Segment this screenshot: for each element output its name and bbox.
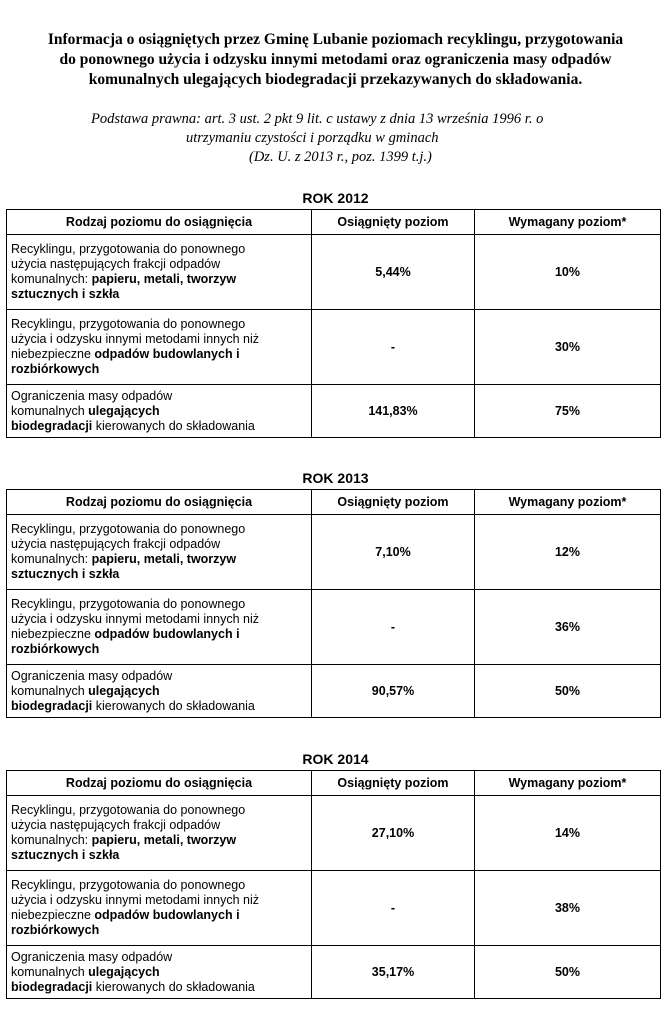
row-description-recycling: [7, 515, 312, 590]
desc-text: użycia i odzysku innymi metodami innych niż: [11, 612, 260, 626]
row-description-construction: [7, 590, 312, 665]
levels-table: [6, 770, 661, 999]
header-type: Rodzaj poziomu do osiągnięcia: [7, 490, 312, 515]
desc-text: komunalnych: [11, 403, 89, 418]
achieved-value: 141,83%: [312, 385, 475, 438]
desc-text: komunalnych: [11, 964, 89, 979]
header-achieved: Osiągnięty poziom: [312, 210, 475, 235]
desc-text: użycia i odzysku innymi metodami innych niż: [11, 332, 260, 346]
achieved-value: 7,10%: [312, 515, 475, 590]
desc-text-bold: ulegających: [88, 964, 160, 979]
header-achieved: Osiągnięty poziom: [312, 771, 475, 796]
legal-basis-line: Podstawa prawna: art. 3 ust. 2 pkt 9 lit. c ustawy z dnia 13 września 1996 r. o: [91, 111, 544, 127]
desc-text: Recyklingu, przygotowania do ponownego: [11, 878, 246, 892]
achieved-value: -: [312, 871, 475, 946]
desc-text-bold: biodegradacji: [11, 979, 93, 994]
document-title: [0, 30, 671, 90]
year-heading: ROK 2012: [302, 190, 369, 206]
desc-text: kierowanych do składowania: [92, 418, 255, 433]
header-required: Wymagany poziom*: [475, 210, 661, 235]
achieved-value: 27,10%: [312, 796, 475, 871]
desc-text: Ograniczenia masy odpadów: [11, 668, 173, 683]
table-row: [7, 796, 661, 871]
desc-text: Ograniczenia masy odpadów: [11, 949, 173, 964]
desc-text-bold: ulegających: [88, 403, 160, 418]
desc-text: użycia i odzysku innymi metodami innych niż: [11, 893, 260, 907]
desc-text: komunalnych:: [11, 552, 92, 566]
table-row: [7, 590, 661, 665]
levels-table: [6, 489, 661, 718]
desc-text-bold: sztucznych i szkła: [11, 567, 120, 581]
desc-text-bold: rozbiórkowych: [11, 923, 100, 937]
required-value: 36%: [475, 590, 661, 665]
desc-text: użycia następujących frakcji odpadów: [11, 537, 221, 551]
row-description-construction: [7, 310, 312, 385]
desc-text: Recyklingu, przygotowania do ponownego: [11, 803, 246, 817]
row-description-biodegradable: [7, 946, 312, 999]
desc-text-bold: sztucznych i szkła: [11, 848, 120, 862]
required-value: 10%: [475, 235, 661, 310]
desc-text: Recyklingu, przygotowania do ponownego: [11, 522, 246, 536]
required-value: 50%: [475, 946, 661, 999]
desc-text: niebezpieczne: [11, 627, 95, 641]
table-row: [7, 235, 661, 310]
desc-text-bold: sztucznych i szkła: [11, 287, 120, 301]
row-description-biodegradable: [7, 665, 312, 718]
desc-text-bold: biodegradacji: [11, 418, 93, 433]
table-row: [7, 385, 661, 438]
achieved-value: 5,44%: [312, 235, 475, 310]
desc-text-bold: papieru, metali, tworzyw: [91, 833, 237, 847]
year-heading: ROK 2013: [302, 470, 369, 486]
achieved-value: -: [312, 590, 475, 665]
year-heading: ROK 2014: [302, 751, 369, 767]
required-value: 38%: [475, 871, 661, 946]
table-row: [7, 946, 661, 999]
table-header-row: [7, 210, 661, 235]
desc-text: niebezpieczne: [11, 908, 95, 922]
required-value: 14%: [475, 796, 661, 871]
row-description-recycling: [7, 796, 312, 871]
desc-text: Recyklingu, przygotowania do ponownego: [11, 597, 246, 611]
desc-text-bold: ulegających: [88, 683, 160, 698]
desc-text: Ograniczenia masy odpadów: [11, 388, 173, 403]
table-row: [7, 310, 661, 385]
achieved-value: 90,57%: [312, 665, 475, 718]
title-line: komunalnych ulegających biodegradacji przekazywanych do składowania.: [88, 71, 583, 88]
achieved-value: 35,17%: [312, 946, 475, 999]
desc-text-bold: papieru, metali, tworzyw: [91, 552, 237, 566]
desc-text-bold: odpadów budowlanych i: [94, 347, 240, 361]
header-type: Rodzaj poziomu do osiągnięcia: [7, 771, 312, 796]
header-achieved: Osiągnięty poziom: [312, 490, 475, 515]
levels-table: [6, 209, 661, 438]
desc-text: użycia następujących frakcji odpadów: [11, 257, 221, 271]
header-type: Rodzaj poziomu do osiągnięcia: [7, 210, 312, 235]
table-row: [7, 665, 661, 718]
required-value: 50%: [475, 665, 661, 718]
table-header-row: [7, 490, 661, 515]
required-value: 75%: [475, 385, 661, 438]
desc-text: Recyklingu, przygotowania do ponownego: [11, 242, 246, 256]
desc-text: komunalnych:: [11, 833, 92, 847]
title-line: Informacja o osiągniętych przez Gminę Lubanie poziomach recyklingu, przygotowania: [47, 31, 624, 48]
achieved-value: -: [312, 310, 475, 385]
desc-text-bold: rozbiórkowych: [11, 362, 100, 376]
desc-text: użycia następujących frakcji odpadów: [11, 818, 221, 832]
desc-text: Recyklingu, przygotowania do ponownego: [11, 317, 246, 331]
legal-basis-line: (Dz. U. z 2013 r., poz. 1399 t.j.): [249, 149, 432, 165]
desc-text: kierowanych do składowania: [92, 698, 255, 713]
header-required: Wymagany poziom*: [475, 771, 661, 796]
desc-text-bold: rozbiórkowych: [11, 642, 100, 656]
desc-text-bold: papieru, metali, tworzyw: [91, 272, 237, 286]
table-row: [7, 871, 661, 946]
desc-text-bold: odpadów budowlanych i: [94, 908, 240, 922]
required-value: 12%: [475, 515, 661, 590]
desc-text: niebezpieczne: [11, 347, 95, 361]
table-header-row: [7, 771, 661, 796]
legal-basis: [0, 110, 671, 167]
desc-text: kierowanych do składowania: [92, 979, 255, 994]
row-description-construction: [7, 871, 312, 946]
row-description-recycling: [7, 235, 312, 310]
header-required: Wymagany poziom*: [475, 490, 661, 515]
desc-text: komunalnych:: [11, 272, 92, 286]
required-value: 30%: [475, 310, 661, 385]
table-row: [7, 515, 661, 590]
desc-text-bold: biodegradacji: [11, 698, 93, 713]
row-description-biodegradable: [7, 385, 312, 438]
legal-basis-line: utrzymaniu czystości i porządku w gminach: [186, 130, 439, 146]
desc-text-bold: odpadów budowlanych i: [94, 627, 240, 641]
desc-text: komunalnych: [11, 683, 89, 698]
title-line: do ponownego użycia i odzysku innymi metodami oraz ograniczenia masy odpadów: [59, 51, 612, 68]
